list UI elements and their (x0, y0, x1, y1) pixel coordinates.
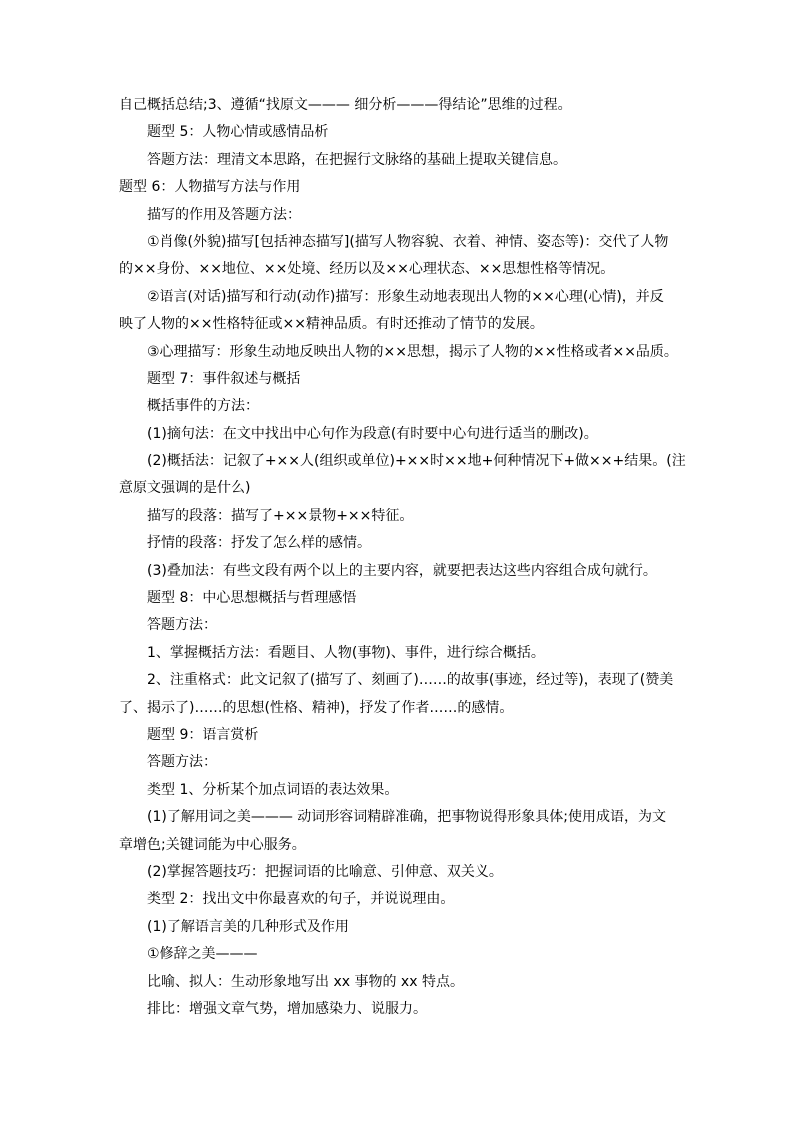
text-line: 描写的作用及答题方法： (147, 206, 301, 223)
text-line: 类型 1、分析某个加点词语的表达效果。 (147, 781, 399, 798)
text-line: 题型 6：人物描写方法与作用 (119, 179, 301, 196)
text-line: 类型 2：找出文中你最喜欢的句子，并说说理由。 (147, 891, 455, 908)
text-line: ③心理描写：形象生动地反映出人物的××思想，揭示了人物的××性格或者××品质。 (147, 343, 678, 360)
text-line: 概括事件的方法： (147, 398, 259, 415)
text-line: 题型 8：中心思想概括与哲理感悟 (147, 590, 357, 607)
text-line: ①修辞之美——— (147, 946, 258, 963)
document-body (119, 92, 686, 1023)
text-line: 1、掌握概括方法：看题目、人物(事物)、事件，进行综合概括。 (147, 644, 545, 661)
text-line: (2)掌握答题技巧：把握词语的比喻意、引伸意、双关义。 (147, 863, 503, 880)
text-line: 描写的段落：描写了+××景物+××特征。 (147, 507, 414, 524)
text-line: (1)了解用词之美——— 动词形容词精辟准确，把事物说得形象具体;使用成语，为文 (147, 809, 666, 826)
text-line: (3)叠加法：有些文段有两个以上的主要内容，就要把表达这些内容组合成句就行。 (147, 562, 657, 579)
text-line: 的××身份、××地位、××处境、经历以及××心理状态、××思想性格等情况。 (119, 261, 615, 278)
text-line: 答题方法：理清文本思路，在把握行文脉络的基础上提取关键信息。 (147, 151, 567, 168)
text-line: 章增色;关键词能为中心服务。 (119, 836, 306, 853)
text-line: (1)摘句法：在文中找出中心句作为段意(有时要中心句进行适当的删改)。 (147, 425, 598, 442)
text-line: 比喻、拟人：生动形象地写出 xx 事物的 xx 特点。 (147, 973, 464, 990)
text-line: ②语言(对话)描写和行动(动作)描写：形象生动地表现出人物的××心理(心情)，并反 (147, 288, 664, 305)
text-line: 题型 9：语言赏析 (147, 726, 259, 743)
text-line: 题型 7：事件叙述与概括 (147, 370, 301, 387)
text-line: 自己概括总结;3、遵循“找原文——— 细分析———得结论”思维的过程。 (119, 97, 572, 113)
text-line: 意原文强调的是什么) (119, 480, 251, 497)
text-line: 答题方法： (147, 617, 217, 634)
text-line: 排比：增强文章气势，增加感染力、说服力。 (147, 1000, 427, 1017)
text-line: (1)了解语言美的几种形式及作用 (147, 918, 349, 935)
text-line: 题型 5：人物心情或感情品析 (147, 124, 329, 141)
text-line: 抒情的段落：抒发了怎么样的感情。 (147, 535, 371, 552)
text-line: 答题方法： (147, 754, 217, 771)
text-line: 映了人物的××性格特征或××精神品质。有时还推动了情节的发展。 (119, 316, 544, 333)
text-line: ①肖像(外貌)描写[包括神态描写](描写人物容貌、衣着、神情、姿态等)：交代了人物 (147, 233, 669, 250)
text-line: 了、揭示了)……的思想(性格、精神)，抒发了作者……的感情。 (119, 699, 514, 716)
text-line: 2、注重格式：此文记叙了(描写了、刻画了)……的故事(事迹，经过等)，表现了(赞美 (147, 672, 674, 689)
text-line: (2)概括法：记叙了+××人(组织或单位)+××时××地+何种情况下+做××+结果。(注 (147, 453, 686, 470)
